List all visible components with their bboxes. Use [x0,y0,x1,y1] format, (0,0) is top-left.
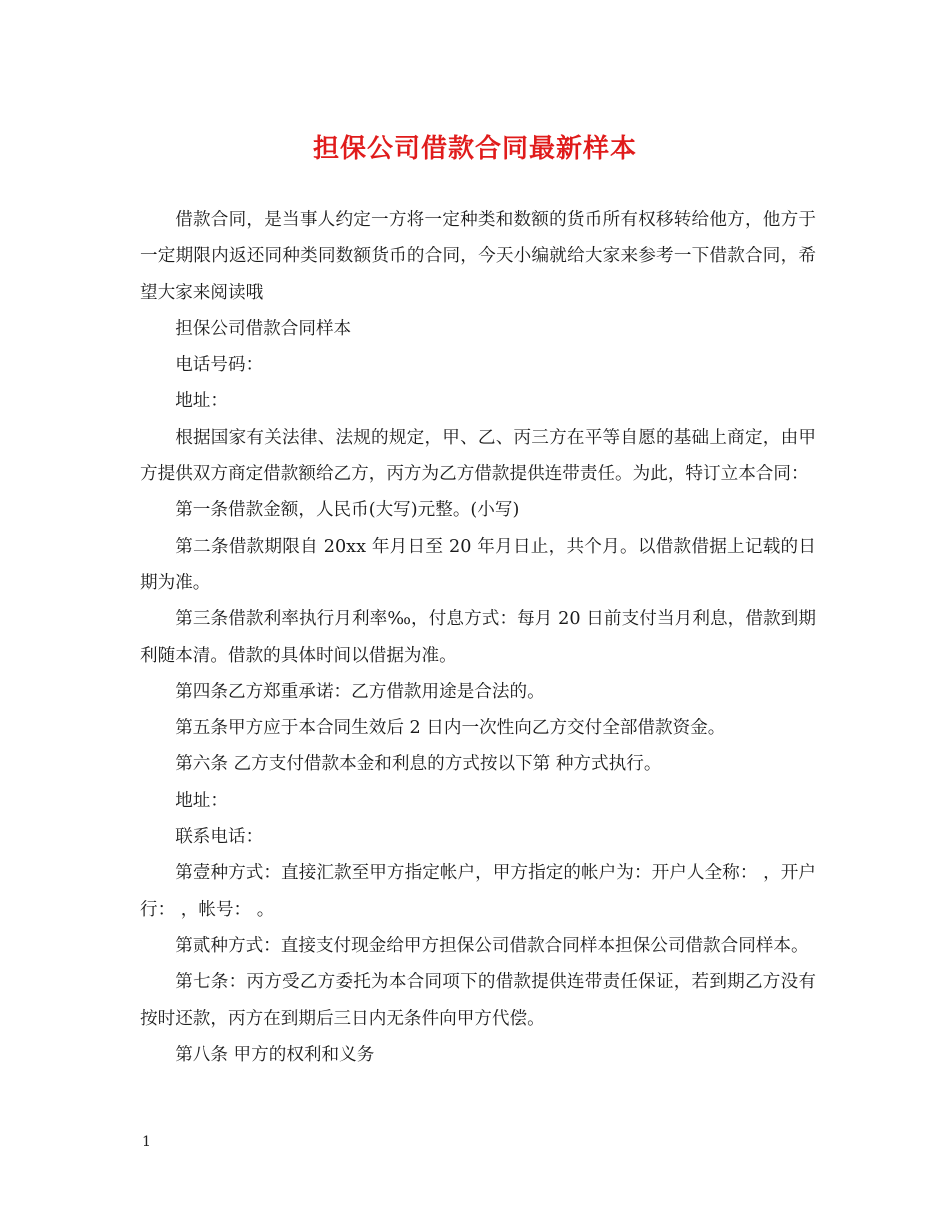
article-1: 第一条借款金额，人民币(大写)元整。(小写) [175,500,520,521]
payment-method-2: 第贰种方式：直接支付现金给甲方担保公司借款合同样本担保公司借款合同样本。 [175,935,809,956]
article-6: 第六条 乙方支付借款本金和利息的方式按以下第 种方式执行。 [175,754,662,775]
sample-heading: 担保公司借款合同样本 [175,318,352,339]
intro-paragraph: 借款合同，是当事人约定一方将一定种类和数额的货币所有权移转给他方，他方于一定期限内返还同种类同数额货币的合同，今天小编就给大家来参考一下借款合同，希望大家来阅读哦 [140,210,816,303]
address-line: 地址： [175,391,228,412]
article-3: 第三条借款利率执行月利率‰，付息方式：每月 20 日前支付当月利息，借款到期利随本清。借款的具体时间以借据为准。 [140,609,816,666]
document-body [140,202,816,1073]
payment-method-1: 第壹种方式：直接汇款至甲方指定帐户，甲方指定的帐户为：开户人全称： ，开户行： ，帐号： 。 [140,863,816,920]
article-8: 第八条 甲方的权利和义务 [175,1044,375,1065]
page-number: 1 [142,1134,151,1150]
contact-phone-line: 联系电话： [175,827,264,848]
article-4: 第四条乙方郑重承诺：乙方借款用途是合法的。 [175,681,545,702]
article-7: 第七条：丙方受乙方委托为本合同项下的借款提供连带责任保证，若到期乙方没有按时还款，丙方在到期后三日内无条件向甲方代偿。 [140,972,816,1029]
phone-line: 电话号码： [175,355,264,376]
article-2: 第二条借款期限自 20xx 年月日至 20 年月日止，共个月。以借款借据上记载的日期为准。 [140,536,816,593]
document-title: 担保公司借款合同最新样本 [312,134,637,164]
article-5: 第五条甲方应于本合同生效后 2 日内一次性向乙方交付全部借款资金。 [175,718,726,739]
preamble-paragraph: 根据国家有关法律、法规的规定，甲、乙、丙三方在平等自愿的基础上商定，由甲方提供双方商定借款额给乙方，丙方为乙方借款提供连带责任。为此，特订立本合同： [140,427,816,485]
address-line-2: 地址： [175,790,228,811]
